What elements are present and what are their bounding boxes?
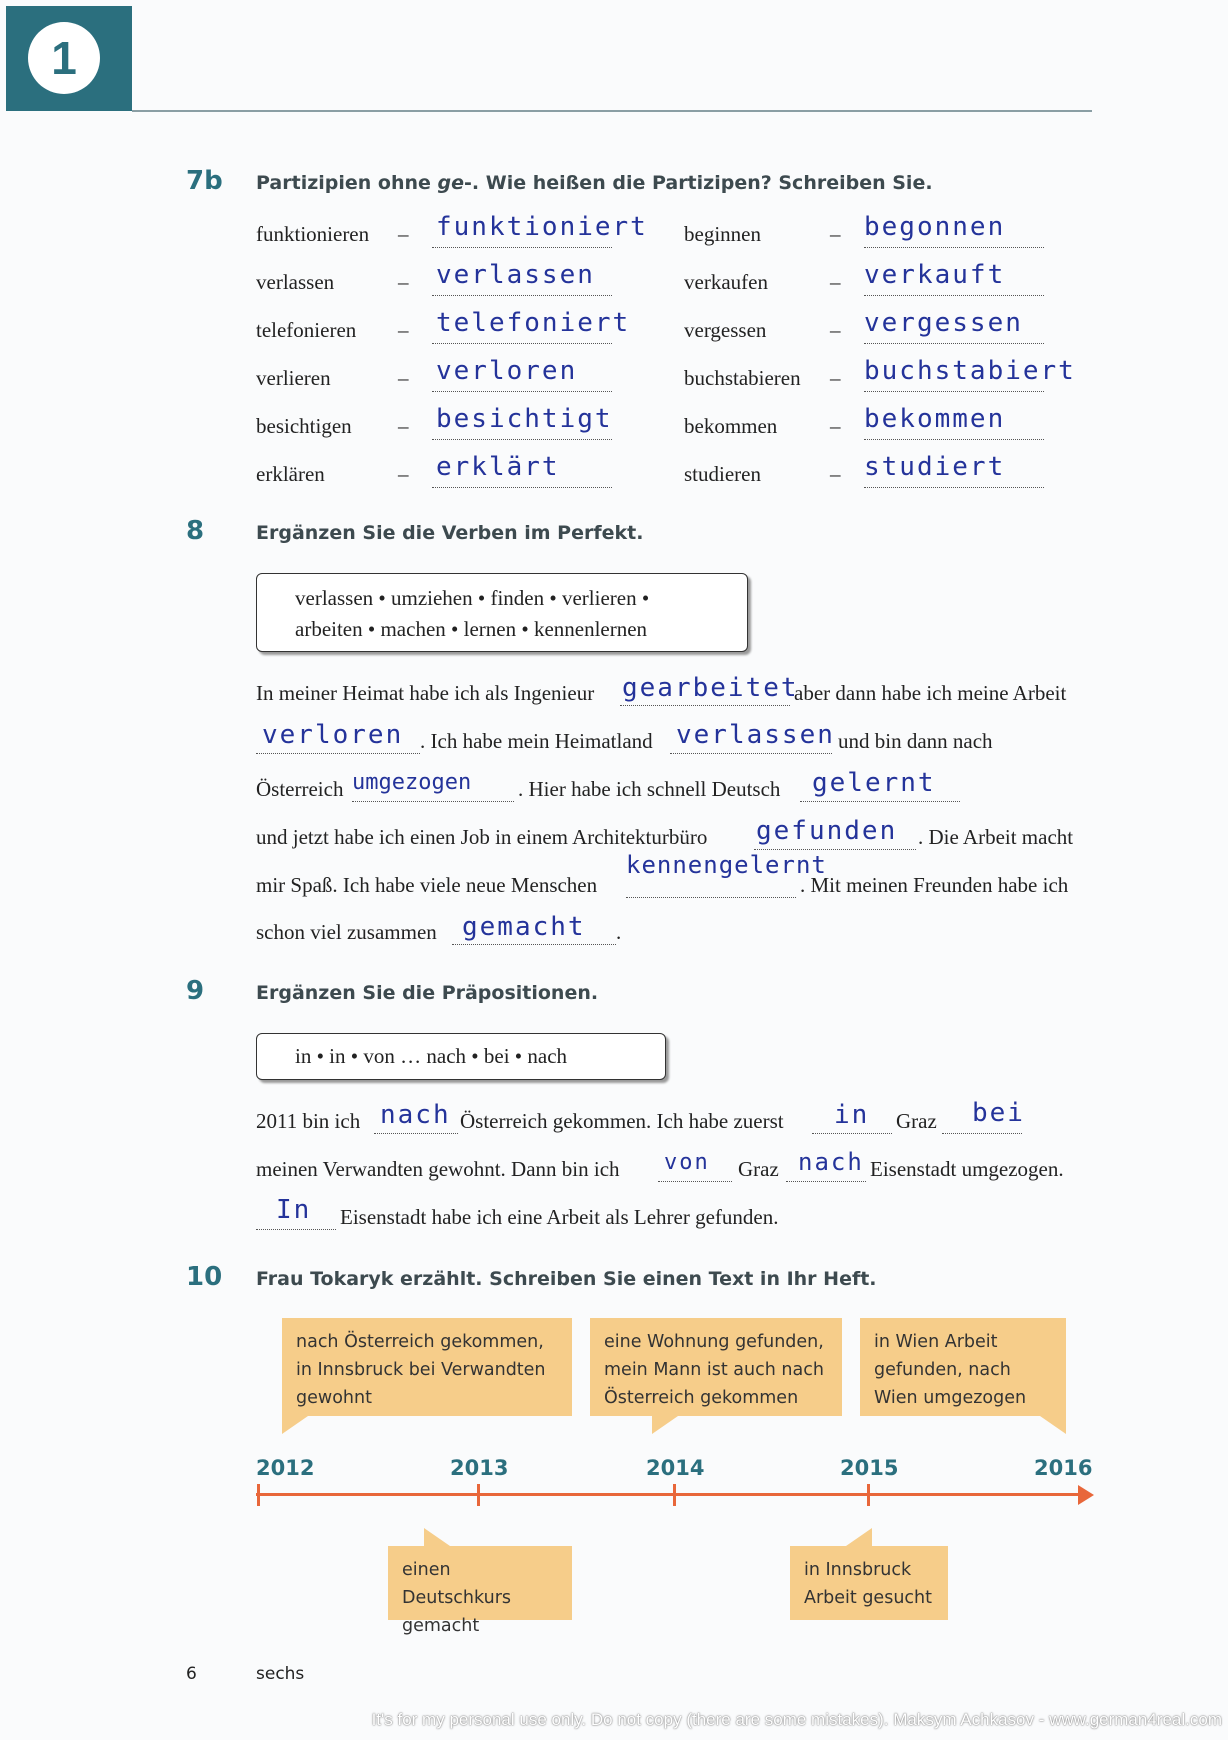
text-segment: Graz [896, 1109, 937, 1133]
answer-line [432, 487, 612, 488]
text-segment: . Hier habe ich schnell Deutsch [518, 777, 781, 801]
timeline-note-2014: eine Wohnung gefunden, mein Mann ist auch nach Österreich gekommen [590, 1318, 842, 1416]
handwritten-answer: vergessen [864, 308, 1023, 338]
handwritten-answer: verloren [262, 720, 404, 750]
handwritten-answer: umgezogen [352, 770, 472, 795]
answer-line [432, 295, 612, 296]
exercise-10-number: 10 [186, 1262, 223, 1292]
answer-line [658, 1181, 732, 1182]
handwritten-answer: verlassen [436, 260, 595, 290]
timeline-note-2013: einen Deutschkurs gemacht [388, 1546, 572, 1620]
handwritten-answer: erklärt [436, 452, 560, 482]
dash-separator: – [398, 270, 409, 294]
exercise-9-number: 9 [186, 976, 205, 1006]
answer-line [800, 801, 960, 802]
answer-line [754, 849, 916, 850]
text-segment: mir Spaß. Ich habe viele neue Menschen [256, 873, 598, 897]
dash-separator: – [398, 366, 409, 390]
handwritten-answer: gearbeitet [622, 673, 799, 703]
dash-separator: – [398, 318, 409, 342]
dash-separator: – [830, 462, 841, 486]
timeline-note-2014-15: in Innsbruck Arbeit gesucht [790, 1546, 948, 1620]
handwritten-answer: nach [380, 1100, 451, 1130]
handwritten-answer: telefoniert [436, 308, 631, 338]
chapter-number: 1 [28, 22, 100, 94]
watermark-text: It's for my personal use only. Do not copy (there are some mistakes). Maksym Achkasov - www.german4real.com [371, 1710, 1222, 1729]
timeline-year-label: 2014 [646, 1456, 705, 1480]
answer-line [256, 1229, 336, 1230]
verb-label: telefonieren [256, 318, 357, 342]
answer-line [864, 295, 1044, 296]
handwritten-answer: studiert [864, 452, 1006, 482]
handwritten-answer: verlassen [676, 720, 835, 750]
timeline-year-label: 2015 [840, 1456, 899, 1480]
handwritten-answer: bei [972, 1098, 1025, 1128]
handwritten-answer: bekommen [864, 404, 1006, 434]
dash-separator: – [398, 222, 409, 246]
verb-label: funktionieren [256, 222, 370, 246]
handwritten-answer: besichtigt [436, 404, 613, 434]
exercise-10-heading: Frau Tokaryk erzählt. Schreiben Sie einen Text in Ihr Heft. [256, 1268, 877, 1290]
text-segment: . [616, 920, 622, 944]
exercise-9-word-box [256, 1033, 666, 1080]
dash-separator: – [830, 318, 841, 342]
text-segment: . Die Arbeit macht [918, 825, 1074, 849]
text-segment: und bin dann nach [838, 729, 993, 753]
word-box-line-1: verlassen • umziehen • finden • verlieren • [295, 586, 650, 610]
answer-line [432, 343, 612, 344]
text-segment: Österreich [256, 777, 344, 801]
timeline-year-label: 2016 [1034, 1456, 1093, 1480]
text-segment: Eisenstadt umgezogen. [870, 1157, 1064, 1181]
verb-label: erklären [256, 462, 325, 486]
dash-separator: – [830, 222, 841, 246]
dash-separator: – [830, 270, 841, 294]
answer-line [670, 753, 832, 754]
heading-ge: ge [437, 172, 465, 194]
handwritten-answer: verloren [436, 356, 578, 386]
exercise-8-number: 8 [186, 516, 205, 546]
word-box-line: in • in • von … nach • bei • nach [295, 1044, 568, 1068]
answer-line [864, 439, 1044, 440]
text-segment: 2011 bin ich [256, 1109, 361, 1133]
answer-line [864, 343, 1044, 344]
answer-line [812, 1133, 892, 1134]
header-rule [132, 110, 1092, 112]
word-box-line-2: arbeiten • machen • lernen • kennenlernen [295, 617, 648, 641]
timeline-tick [673, 1484, 676, 1506]
handwritten-answer: in [834, 1100, 870, 1130]
handwritten-answer: gelernt [812, 768, 936, 798]
page-word: sechs [256, 1664, 305, 1684]
timeline-note-2012: nach Österreich gekommen, in Innsbruck bei Verwandten gewohnt [282, 1318, 572, 1416]
chapter-badge [6, 6, 132, 111]
text-segment: . Mit meinen Freunden habe ich [800, 873, 1069, 897]
verb-label: studieren [684, 462, 761, 486]
answer-line [786, 1181, 866, 1182]
exercise-8-heading: Ergänzen Sie die Verben im Perfekt. [256, 522, 644, 544]
timeline-tick [477, 1484, 480, 1506]
handwritten-answer: In [276, 1195, 312, 1225]
answer-line [374, 1133, 458, 1134]
handwritten-answer: kennengelernt [626, 851, 827, 879]
answer-line [942, 1133, 1022, 1134]
text-segment: schon viel zusammen [256, 920, 437, 944]
answer-line [626, 897, 796, 898]
handwritten-answer: buchstabiert [864, 356, 1076, 386]
page-number: 6 [186, 1664, 197, 1684]
timeline-year-label: 2012 [256, 1456, 315, 1480]
handwritten-answer: begonnen [864, 212, 1006, 242]
verb-label: beginnen [684, 222, 761, 246]
answer-line [864, 487, 1044, 488]
note-pointer [846, 1528, 872, 1546]
text-segment: Graz [738, 1157, 779, 1181]
answer-line [864, 247, 1044, 248]
note-pointer [424, 1528, 450, 1546]
handwritten-answer: gemacht [462, 912, 586, 942]
heading-part: -. Wie heißen die Partizipen? Schreiben Sie. [464, 172, 933, 194]
answer-line [432, 439, 612, 440]
text-segment: . Ich habe mein Heimatland [420, 729, 653, 753]
answer-line [452, 944, 616, 945]
answer-line [352, 801, 514, 802]
verb-label: besichtigen [256, 414, 352, 438]
timeline-note-2015: in Wien Arbeit gefunden, nach Wien umgezogen [860, 1318, 1066, 1416]
verb-label: vergessen [684, 318, 767, 342]
timeline-axis [256, 1493, 1082, 1496]
note-pointer [1040, 1416, 1066, 1434]
answer-line [256, 753, 420, 754]
handwritten-answer: von [664, 1150, 710, 1175]
verb-label: bekommen [684, 414, 778, 438]
timeline-tick [257, 1484, 260, 1506]
dash-separator: – [398, 414, 409, 438]
verb-label: verkaufen [684, 270, 768, 294]
dash-separator: – [830, 366, 841, 390]
timeline-tick [867, 1484, 870, 1506]
exercise-9-heading: Ergänzen Sie die Präpositionen. [256, 982, 599, 1004]
exercise-7b-number: 7b [186, 166, 223, 196]
verb-label: verlassen [256, 270, 335, 294]
verb-label: verlieren [256, 366, 331, 390]
answer-line [864, 391, 1044, 392]
note-pointer [282, 1416, 308, 1434]
text-segment: und jetzt habe ich einen Job in einem Architekturbüro [256, 825, 708, 849]
handwritten-answer: nach [798, 1148, 864, 1176]
timeline-year-label: 2013 [450, 1456, 509, 1480]
handwritten-answer: verkauft [864, 260, 1006, 290]
answer-line [620, 705, 790, 706]
text-segment: Eisenstadt habe ich eine Arbeit als Lehrer gefunden. [340, 1205, 779, 1229]
dash-separator: – [398, 462, 409, 486]
heading-part: Partizipien ohne [256, 172, 438, 194]
text-segment: aber dann habe ich meine Arbeit [794, 681, 1067, 705]
handwritten-answer: funktioniert [436, 212, 648, 242]
text-segment: meinen Verwandten gewohnt. Dann bin ich [256, 1157, 620, 1181]
text-segment: Österreich gekommen. Ich habe zuerst [460, 1109, 784, 1133]
note-pointer [652, 1416, 678, 1434]
answer-line [432, 391, 612, 392]
answer-line [432, 247, 612, 248]
exercise-7b-heading [256, 172, 933, 194]
handwritten-answer: gefunden [756, 816, 898, 846]
exercise-8-word-box [256, 573, 748, 652]
timeline-arrow-icon [1078, 1485, 1094, 1505]
text-segment: In meiner Heimat habe ich als Ingenieur [256, 681, 595, 705]
verb-label: buchstabieren [684, 366, 801, 390]
dash-separator: – [830, 414, 841, 438]
